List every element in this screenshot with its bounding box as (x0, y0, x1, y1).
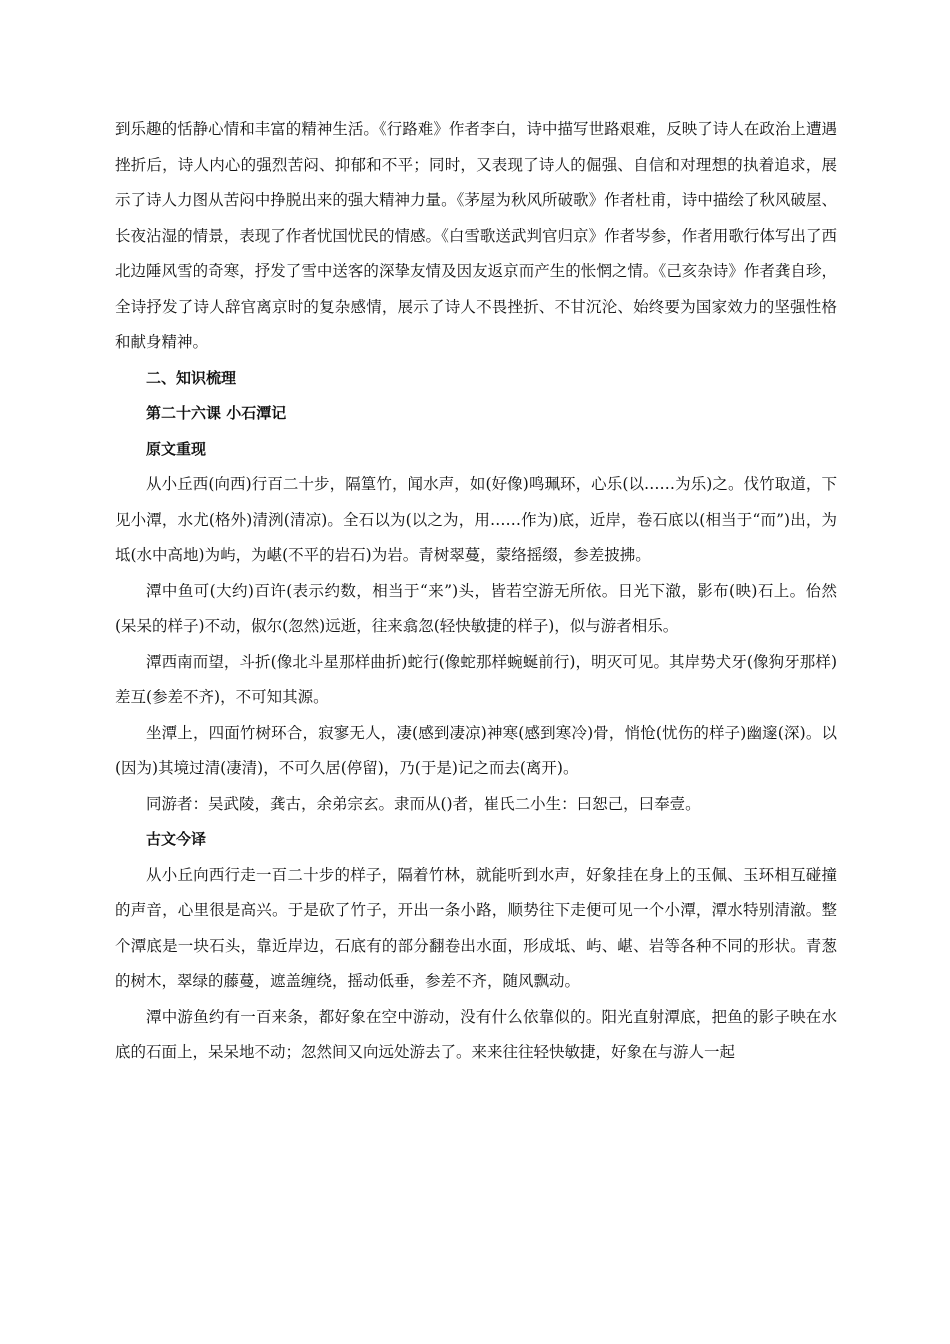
lesson-title: 第二十六课 小石潭记 (146, 404, 287, 422)
section-heading: 二、知识梳理 (146, 368, 237, 387)
original-paragraph: 潭中鱼可(大约)百许(表示约数，相当于“来”)头，皆若空游无所依。日光下澈，影布(映)石上。佁然(呆呆的样子)不动，俶尔(忽然)远逝，往来翕忽(轻快敏捷的样子)，似与游者相乐。 (115, 581, 837, 635)
translation-paragraph: 从小丘向西行走一百二十步的样子，隔着竹林，就能听到水声，好象挂在身上的玉佩、玉环相互碰撞的声音，心里很是高兴。于是砍了竹子，开出一条小路，顺势往下走便可见一个小潭，潭水特别清澈。整个潭底是一块石头，靠近岸边，石底有的部分翻卷出水面，形成坻、屿、嵁、岩等各种不同的形状。青葱的树木，翠绿的藤蔓，遮盖缠绕，摇动低垂，参差不齐，随风飘动。 (115, 865, 837, 990)
original-paragraph: 坐潭上，四面竹树环合，寂寥无人，凄(感到凄凉)神寒(感到寒冷)骨，悄怆(忧伤的样子)幽邃(深)。以(因为)其境过清(凄清)，不可久居(停留)，乃(于是)记之而去(离开)。 (115, 723, 837, 777)
translation-heading: 古文今译 (146, 830, 207, 848)
document-page (115, 112, 837, 1071)
intro-paragraph: 到乐趣的恬静心情和丰富的精神生活。《行路难》作者李白，诗中描写世路艰难，反映了诗人在政治上遭遇挫折后，诗人内心的强烈苦闷、抑郁和不平；同时，又表现了诗人的倔强、自信和对理想的执着追求，展示了诗人力图从苦闷中挣脱出来的强大精神力量。《茅屋为秋风所破歌》作者杜甫，诗中描绘了秋风破屋、长夜沾湿的情景，表现了作者忧国忧民的情感。《白雪歌送武判官归京》作者岑参，作者用歌行体写出了西北边陲风雪的奇寒，抒发了雪中送客的深挚友情及因友返京而产生的怅惘之情。《己亥杂诗》作者龚自珍，全诗抒发了诗人辞官离京时的复杂感情，展示了诗人不畏挫折、不甘沉沦、始终要为国家效力的坚强性格和献身精神。 (115, 120, 837, 351)
original-paragraph: 从小丘西(向西)行百二十步，隔篁竹，闻水声，如(好像)鸣珮环，心乐(以……为乐)之。伐竹取道，下见小潭，水尤(格外)清洌(清凉)。全石以为(以之为，用……作为)底，近岸，卷石底以(相当于“而”)出，为坻(水中高地)为屿，为嵁(不平的岩石)为岩。青树翠蔓，蒙络摇缀，参差披拂。 (115, 475, 837, 564)
translation-paragraph: 潭中游鱼约有一百来条，都好象在空中游动，没有什么依靠似的。阳光直射潭底，把鱼的影子映在水底的石面上，呆呆地不动；忽然间又向远处游去了。来来往往轻快敏捷，好象在与游人一起 (115, 1007, 837, 1061)
original-paragraph: 同游者：吴武陵，龚古，余弟宗玄。隶而从()者，崔氏二小生：曰恕己，曰奉壹。 (146, 794, 701, 813)
original-paragraph: 潭西南而望，斗折(像北斗星那样曲折)蛇行(像蛇那样蜿蜒前行)，明灭可见。其岸势犬牙(像狗牙那样)差互(参差不齐)，不可知其源。 (115, 652, 837, 706)
original-text-heading: 原文重现 (146, 439, 207, 458)
